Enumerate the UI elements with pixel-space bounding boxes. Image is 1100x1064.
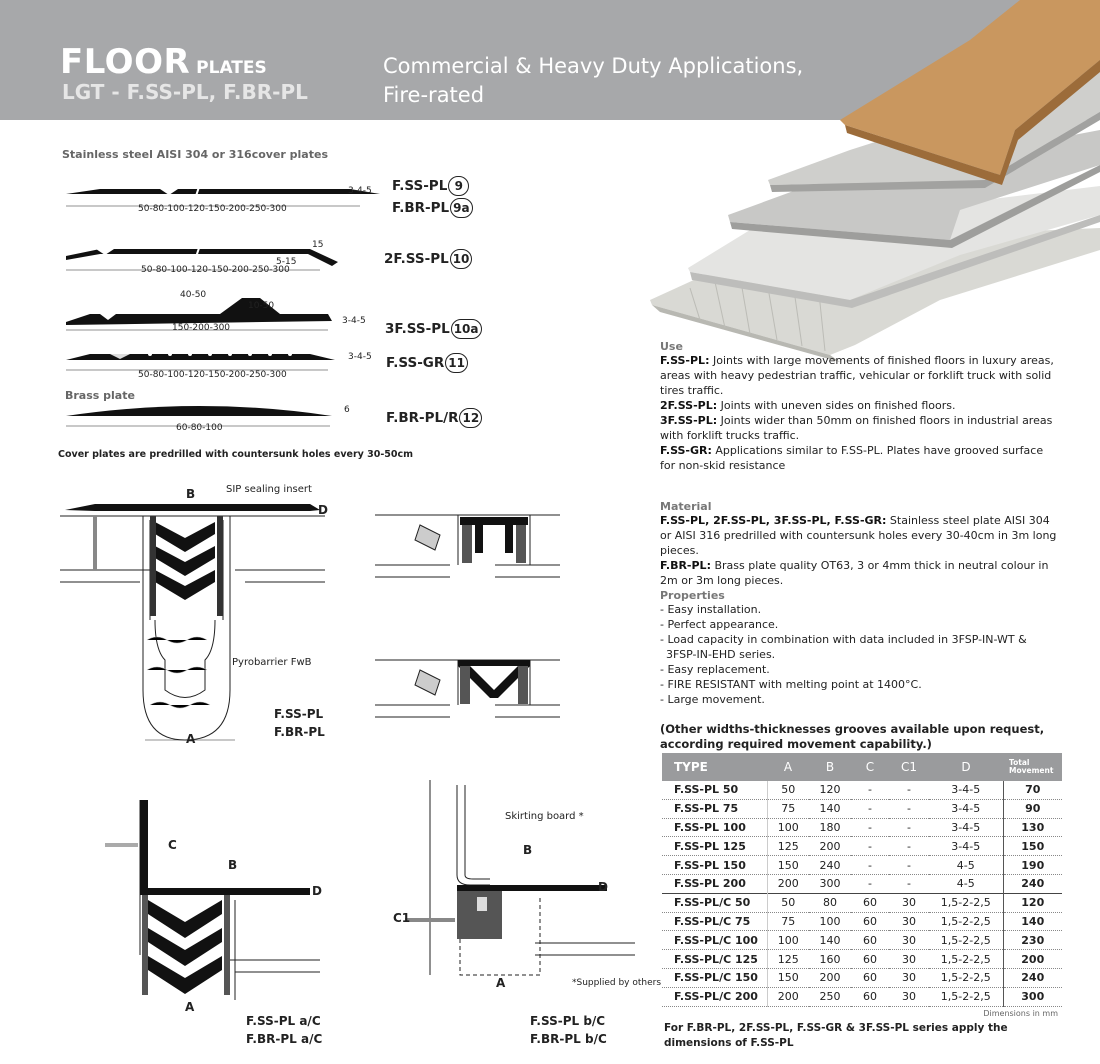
value-cell: 30 xyxy=(889,931,929,950)
title-big: FLOOR xyxy=(60,42,191,82)
profile-3-top-dim: 40-50 xyxy=(180,290,207,300)
value-cell: 180 xyxy=(809,818,851,837)
table-row xyxy=(662,893,1062,912)
total-cell: 200 xyxy=(1003,950,1062,969)
total-cell: 240 xyxy=(1003,874,1062,893)
value-cell: 100 xyxy=(767,818,809,837)
dimensions-table-wrapper xyxy=(662,753,1062,1020)
property-item: - Perfect appearance. xyxy=(660,618,779,631)
value-cell: 1,5-2-2,5 xyxy=(929,950,1003,969)
value-cell: 60 xyxy=(851,893,889,912)
value-cell: - xyxy=(889,856,929,875)
use-item-3: 3F.SS-PL: Joints wider than 50mm on finished floors in industrial areas with forklift trucks traffic. xyxy=(660,414,1053,442)
use-section xyxy=(660,340,1060,473)
col-d: D xyxy=(929,753,1003,781)
profile-1-label-1: F.SS-PL 9 xyxy=(392,176,469,196)
use-title: Use xyxy=(660,340,683,353)
profiles-section-title: Stainless steel AISI 304 or 316cover plates xyxy=(62,148,328,161)
profile-1-label-2: F.BR-PL 9a xyxy=(392,198,473,218)
badge-11: 11 xyxy=(445,353,468,373)
value-cell: 3-4-5 xyxy=(929,837,1003,856)
use-text xyxy=(660,353,1060,473)
type-cell: F.SS-PL 150 xyxy=(662,856,767,875)
badge-12: 12 xyxy=(459,408,482,428)
badge-10a: 10a xyxy=(451,319,482,339)
value-cell: 3-4-5 xyxy=(929,781,1003,799)
property-item: - Easy replacement. xyxy=(660,663,770,676)
table-row xyxy=(662,912,1062,931)
table-row xyxy=(662,950,1062,969)
type-cell: F.SS-PL/C 100 xyxy=(662,931,767,950)
d3-supplied-note: *Supplied by others xyxy=(572,978,662,988)
brass-title: Brass plate xyxy=(65,389,135,402)
value-cell: 50 xyxy=(767,893,809,912)
type-cell: F.SS-PL 100 xyxy=(662,818,767,837)
section-drawing-2 xyxy=(100,790,330,1015)
col-b: B xyxy=(809,753,851,781)
profile-2-width: 50-80-100-120-150-200-250-300 xyxy=(141,265,290,275)
total-cell: 70 xyxy=(1003,781,1062,799)
table-bottom-note: For F.BR-PL, 2F.SS-PL, F.SS-GR & 3F.SS-PL series apply the dimensions of F.SS-PL xyxy=(664,1022,1008,1049)
profile-1-width: 50-80-100-120-150-200-250-300 xyxy=(138,204,287,214)
value-cell: 60 xyxy=(851,987,889,1006)
subtitle-line-1: Commercial & Heavy Duty Applications, xyxy=(383,54,804,78)
profile-2-edge: 15 xyxy=(312,240,324,250)
type-cell: F.SS-PL 75 xyxy=(662,799,767,818)
table-row xyxy=(662,931,1062,950)
d1-name-1: F.SS-PL xyxy=(274,707,324,721)
other-widths-note: (Other widths-thicknesses grooves available upon request, according required movement capability.) xyxy=(660,722,1045,751)
total-cell: 300 xyxy=(1003,987,1062,1006)
property-item: - Easy installation. xyxy=(660,603,762,616)
subtitle-line-2: Fire-rated xyxy=(383,83,485,107)
table-row xyxy=(662,818,1062,837)
value-cell: 100 xyxy=(767,931,809,950)
value-cell: 120 xyxy=(809,781,851,799)
material-section xyxy=(660,500,1060,588)
predrilled-note: Cover plates are predrilled with countersunk holes every 30-50cm xyxy=(58,449,414,460)
col-c1: C1 xyxy=(889,753,929,781)
badge-9a: 9a xyxy=(450,198,472,218)
profile-4-width: 50-80-100-120-150-200-250-300 xyxy=(138,370,287,380)
use-item-1: F.SS-PL: Joints with large movements of finished floors in luxury areas, areas with heavy pedestrian traffic, vehicular or forklift truck with solid tires traffic. xyxy=(660,354,1054,397)
profile-4-label: F.SS-GR 11 xyxy=(386,353,468,373)
col-c: C xyxy=(851,753,889,781)
profile-5-thickness: 6 xyxy=(344,405,350,415)
section-drawing-small-1 xyxy=(370,505,570,590)
d1-barrier-label: Pyrobarrier FwB xyxy=(232,657,312,668)
value-cell: 60 xyxy=(851,950,889,969)
total-cell: 120 xyxy=(1003,893,1062,912)
profile-3-width: 150-200-300 xyxy=(172,323,231,333)
properties-list xyxy=(660,602,1060,707)
material-item-1: F.SS-PL, 2F.SS-PL, 3F.SS-PL, F.SS-GR: Stainless steel plate AISI 304 or AISI 316 predrilled with countersunk holes every 30-40cm in 3m long pieces. xyxy=(660,514,1057,557)
total-cell: 190 xyxy=(1003,856,1062,875)
value-cell: 200 xyxy=(767,874,809,893)
type-cell: F.SS-PL 125 xyxy=(662,837,767,856)
properties-title: Properties xyxy=(660,589,725,602)
value-cell: - xyxy=(889,799,929,818)
value-cell: 1,5-2-2,5 xyxy=(929,931,1003,950)
table-row xyxy=(662,968,1062,987)
value-cell: - xyxy=(889,874,929,893)
d2-name-1: F.SS-PL a/C xyxy=(246,1014,321,1028)
value-cell: 150 xyxy=(767,968,809,987)
value-cell: 200 xyxy=(809,837,851,856)
profile-4-thickness: 3-4-5 xyxy=(348,352,372,362)
type-cell: F.SS-PL/C 50 xyxy=(662,893,767,912)
table-row xyxy=(662,799,1062,818)
d3-D: D xyxy=(598,880,608,894)
d1-B: B xyxy=(186,487,196,501)
value-cell: - xyxy=(889,781,929,799)
value-cell: - xyxy=(851,781,889,799)
type-cell: F.SS-PL 200 xyxy=(662,874,767,893)
value-cell: - xyxy=(889,837,929,856)
profile-5-label: F.BR-PL/R 12 xyxy=(386,408,482,428)
d1-name-2: F.BR-PL xyxy=(274,725,325,739)
value-cell: 4-5 xyxy=(929,874,1003,893)
value-cell: 100 xyxy=(809,912,851,931)
value-cell: 250 xyxy=(809,987,851,1006)
value-cell: 75 xyxy=(767,799,809,818)
value-cell: 75 xyxy=(767,912,809,931)
value-cell: 80 xyxy=(809,893,851,912)
table-row xyxy=(662,837,1062,856)
title-small: PLATES xyxy=(196,58,267,78)
property-item: - Large movement. xyxy=(660,693,765,706)
profile-5-width: 60-80-100 xyxy=(176,423,223,433)
col-a: A xyxy=(767,753,809,781)
value-cell: - xyxy=(851,818,889,837)
value-cell: 150 xyxy=(767,856,809,875)
table-footnote: Dimensions in mm xyxy=(983,1008,1058,1018)
d3-name-2: F.BR-PL b/C xyxy=(530,1032,607,1046)
use-item-4: F.SS-GR: Applications similar to F.SS-PL. Plates have grooved surface for non-skid resistance xyxy=(660,444,1044,472)
value-cell: 60 xyxy=(851,968,889,987)
value-cell: - xyxy=(889,818,929,837)
dimensions-table xyxy=(662,753,1062,1020)
value-cell: 30 xyxy=(889,912,929,931)
value-cell: 140 xyxy=(809,799,851,818)
value-cell: 160 xyxy=(809,950,851,969)
material-text xyxy=(660,513,1060,588)
value-cell: - xyxy=(851,874,889,893)
type-cell: F.SS-PL 50 xyxy=(662,781,767,799)
property-item: - FIRE RESISTANT with melting point at 1400°C. xyxy=(660,678,922,691)
total-cell: 150 xyxy=(1003,837,1062,856)
profile-2-offset: 5-15 xyxy=(276,257,297,267)
value-cell: 200 xyxy=(809,968,851,987)
value-cell: 240 xyxy=(809,856,851,875)
profile-1-thickness: 3-4-5 xyxy=(348,186,372,196)
total-cell: 230 xyxy=(1003,931,1062,950)
table-row xyxy=(662,874,1062,893)
d2-name-2: F.BR-PL a/C xyxy=(246,1032,323,1046)
total-cell: 130 xyxy=(1003,818,1062,837)
value-cell: 30 xyxy=(889,893,929,912)
profile-3-label: 3F.SS-PL 10a xyxy=(385,319,482,339)
type-cell: F.SS-PL/C 125 xyxy=(662,950,767,969)
value-cell: 300 xyxy=(809,874,851,893)
title-codes: LGT - F.SS-PL, F.BR-PL xyxy=(62,80,308,104)
d3-name-1: F.SS-PL b/C xyxy=(530,1014,606,1028)
profile-3-thickness: 3-4-5 xyxy=(342,316,366,326)
value-cell: 1,5-2-2,5 xyxy=(929,912,1003,931)
d1-D: D xyxy=(318,503,328,517)
page-subtitle xyxy=(383,52,843,110)
use-item-2: 2F.SS-PL: Joints with uneven sides on finished floors. xyxy=(660,399,956,412)
d3-C1: C1 xyxy=(393,911,411,925)
type-cell: F.SS-PL/C 200 xyxy=(662,987,767,1006)
property-item: - Load capacity in combination with data included in 3FSP-IN-WT & xyxy=(660,633,1027,646)
badge-9: 9 xyxy=(448,176,469,196)
properties-section xyxy=(660,589,1060,707)
type-cell: F.SS-PL/C 75 xyxy=(662,912,767,931)
total-cell: 90 xyxy=(1003,799,1062,818)
total-cell: 140 xyxy=(1003,912,1062,931)
table-row xyxy=(662,856,1062,875)
value-cell: 125 xyxy=(767,950,809,969)
table-header-row xyxy=(662,753,1062,781)
value-cell: 125 xyxy=(767,837,809,856)
value-cell: 1,5-2-2,5 xyxy=(929,987,1003,1006)
page-title xyxy=(60,42,267,82)
value-cell: 4-5 xyxy=(929,856,1003,875)
d1-insert-label: SIP sealing insert xyxy=(226,484,312,495)
d3-skirting-label: Skirting board * xyxy=(505,811,584,822)
value-cell: 1,5-2-2,5 xyxy=(929,968,1003,987)
value-cell: 1,5-2-2,5 xyxy=(929,893,1003,912)
value-cell: - xyxy=(851,799,889,818)
value-cell: 200 xyxy=(767,987,809,1006)
total-cell: 240 xyxy=(1003,968,1062,987)
value-cell: 3-4-5 xyxy=(929,799,1003,818)
material-title: Material xyxy=(660,500,712,513)
col-total-movement: Total Movement xyxy=(1003,753,1062,781)
type-cell: F.SS-PL/C 150 xyxy=(662,968,767,987)
value-cell: - xyxy=(851,856,889,875)
badge-10: 10 xyxy=(450,249,473,269)
value-cell: 3-4-5 xyxy=(929,818,1003,837)
profile-2-label: 2F.SS-PL 10 xyxy=(384,249,472,269)
section-drawing-small-2 xyxy=(370,650,570,735)
value-cell: 60 xyxy=(851,931,889,950)
value-cell: 140 xyxy=(809,931,851,950)
table-row xyxy=(662,781,1062,799)
value-cell: - xyxy=(851,837,889,856)
d1-A: A xyxy=(186,732,196,746)
value-cell: 60 xyxy=(851,912,889,931)
d3-B: B xyxy=(523,843,533,857)
d2-D: D xyxy=(312,884,322,898)
d3-A: A xyxy=(496,976,506,990)
d2-C: C xyxy=(168,838,177,852)
d2-A: A xyxy=(185,1000,195,1014)
value-cell: 50 xyxy=(767,781,809,799)
d2-B: B xyxy=(228,858,238,872)
table-row xyxy=(662,987,1062,1006)
profile-3-height-dim: 10-50 xyxy=(248,301,275,311)
material-item-2: F.BR-PL: Brass plate quality OT63, 3 or 4mm thick in neutral colour in 2m or 3m long pieces. xyxy=(660,559,1049,587)
value-cell: 30 xyxy=(889,950,929,969)
value-cell: 30 xyxy=(889,987,929,1006)
property-item: 3FSP-IN-EHD series. xyxy=(666,648,776,661)
col-type: TYPE xyxy=(662,753,767,781)
value-cell: 30 xyxy=(889,968,929,987)
